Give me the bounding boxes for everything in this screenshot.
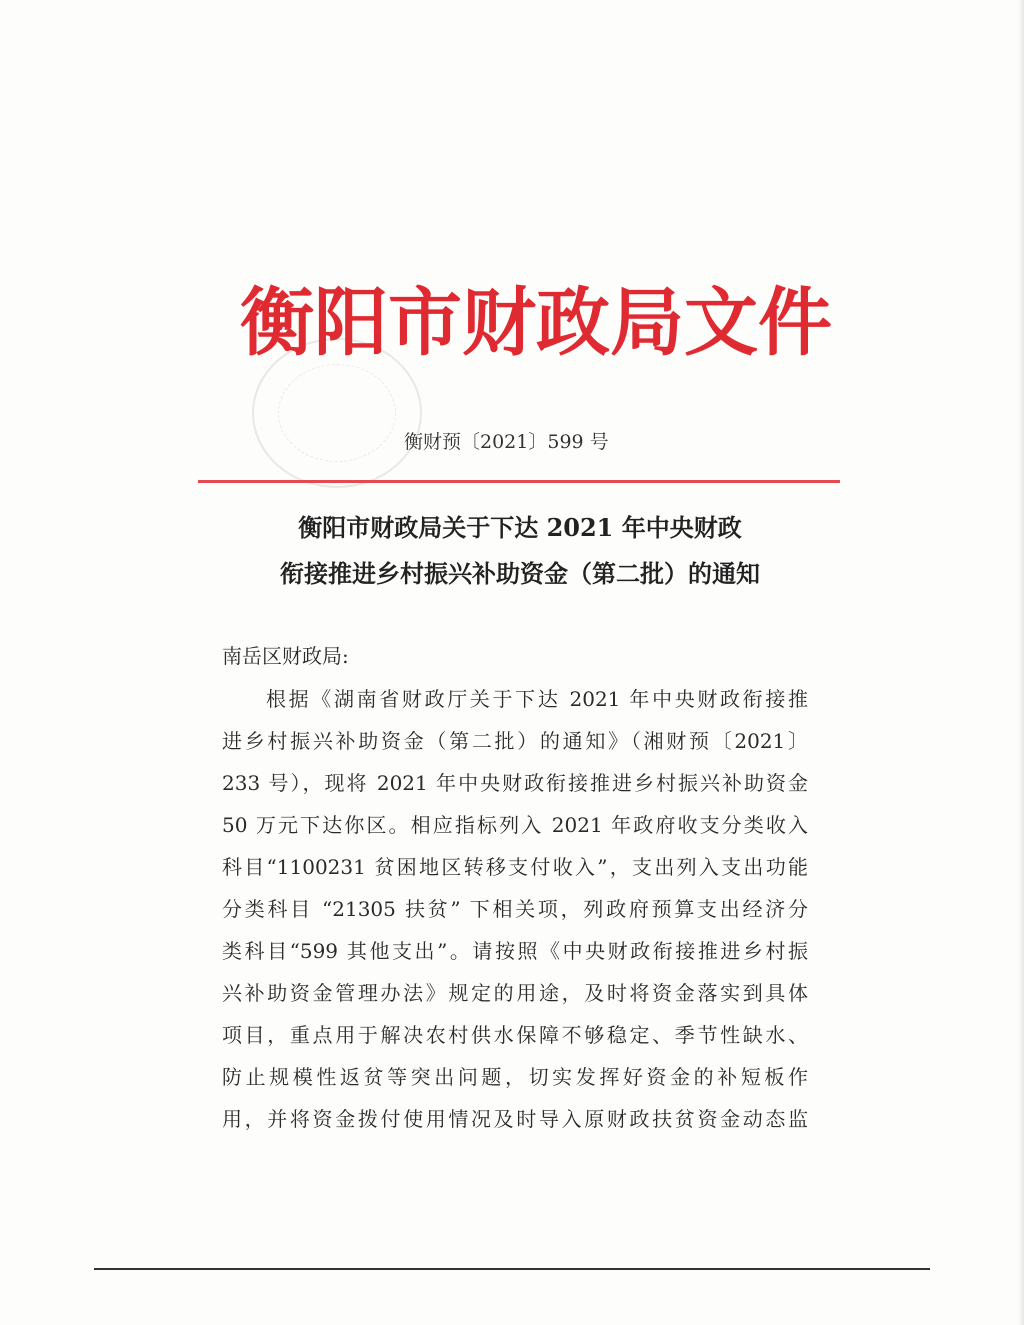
addressee: 南岳区财政局:: [222, 644, 349, 668]
body-line: 防止规模性返贫等突出问题，切实发挥好资金的补短板作: [222, 1065, 808, 1089]
body-line: 50 万元下达你区。相应指标列入 2021 年政府收支分类收入: [222, 813, 808, 837]
seal-inner-ring: [278, 364, 396, 462]
page-edge-shadow: [1018, 0, 1024, 1325]
bottom-border-line: [94, 1268, 930, 1270]
body-line: 233 号），现将 2021 年中央财政衔接推进乡村振兴补助资金: [222, 771, 808, 795]
body-line: 根据《湖南省财政厅关于下达 2021 年中央财政衔接推: [266, 687, 808, 711]
body-line: 项目，重点用于解决农村供水保障不够稳定、季节性缺水、: [222, 1023, 808, 1047]
body-line: 用，并将资金拨付使用情况及时导入原财政扶贫资金动态监: [222, 1107, 808, 1131]
body-line: 分类科目 “21305 扶贫” 下相关项，列政府预算支出经济分: [222, 897, 808, 921]
document-number: 衡财预〔2021〕599 号: [404, 431, 609, 453]
document-header-title: 衡阳市财政局文件: [240, 280, 832, 366]
body-line: 科目“1100231 贫困地区转移支付收入”，支出列入支出功能: [222, 855, 808, 879]
body-line: 进乡村振兴补助资金（第二批）的通知》（湘财预〔2021〕: [222, 729, 808, 753]
body-line: 类科目“599 其他支出”。请按照《中央财政衔接推进乡村振: [222, 939, 808, 963]
notice-title-line-1: 衡阳市财政局关于下达 2021 年中央财政: [298, 513, 742, 542]
body-line: 兴补助资金管理办法》规定的用途，及时将资金落实到具体: [222, 981, 808, 1005]
notice-title-line-2: 衔接推进乡村振兴补助资金（第二批）的通知: [280, 559, 760, 588]
red-separator-line: [198, 480, 840, 483]
